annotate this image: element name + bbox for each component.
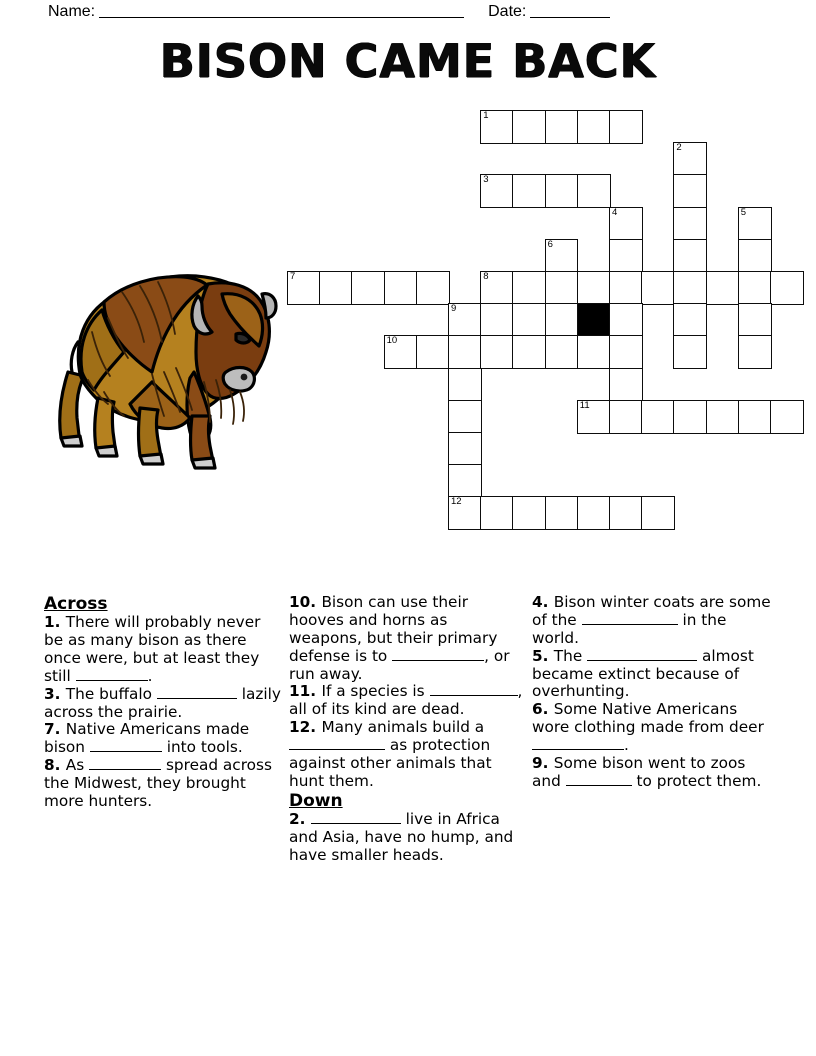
clue-answer-blank[interactable] (76, 680, 148, 681)
clue-answer-blank[interactable] (311, 823, 401, 824)
cell-number: 10 (386, 335, 398, 347)
clue-text: . (147, 666, 153, 685)
crossword-cell[interactable] (480, 271, 514, 305)
clue-column-2 (289, 594, 532, 865)
crossword-cell[interactable] (609, 207, 643, 241)
clue-text: . (624, 736, 629, 755)
cell-number: 8 (483, 271, 489, 282)
clue-text: almost became extinct because of overhunting. (532, 646, 754, 701)
clue-item (289, 811, 524, 865)
cell-number: 11 (579, 399, 590, 411)
crossword-cell[interactable] (287, 271, 321, 305)
crossword-cell[interactable] (319, 271, 353, 305)
crossword-cell[interactable] (738, 271, 772, 305)
clue-number: 11. (289, 682, 322, 701)
crossword-cell[interactable] (512, 303, 546, 337)
date-write-in-line[interactable] (530, 3, 610, 18)
clue-text: The buffalo (65, 684, 157, 703)
clue-text: Bison winter coats are some of the (532, 593, 771, 629)
clue-column-1 (44, 594, 289, 811)
clue-number: 3. (44, 684, 66, 703)
crossword-cell[interactable] (545, 335, 579, 369)
clue-item (289, 683, 524, 719)
clue-text: As (65, 756, 90, 775)
clue-answer-blank[interactable] (157, 698, 237, 699)
clue-text: to protect them. (631, 771, 762, 790)
crossword-cell[interactable] (673, 400, 707, 434)
clue-number: 5. (532, 646, 554, 665)
date-label: Date: (488, 3, 527, 20)
crossword-cell[interactable] (609, 110, 643, 144)
clue-number: 7. (44, 720, 66, 739)
crossword-cell[interactable] (673, 303, 707, 337)
crossword-cell[interactable] (448, 400, 482, 434)
crossword-cell[interactable] (673, 174, 707, 208)
clue-item (289, 719, 524, 791)
crossword-cell[interactable] (577, 496, 611, 530)
clue-text: , all of its kind are dead. (289, 682, 523, 719)
clue-item (44, 757, 281, 811)
crossword-cell[interactable] (480, 303, 514, 337)
crossword-cell[interactable] (738, 400, 772, 434)
crossword-cell[interactable] (545, 271, 579, 305)
crossword-cell[interactable] (609, 335, 643, 369)
clue-item (44, 721, 281, 757)
crossword-cell[interactable] (416, 335, 450, 369)
crossword-cell[interactable] (609, 239, 643, 273)
crossword-cell[interactable] (673, 142, 707, 176)
across-heading: Across (44, 594, 108, 614)
crossword-cell[interactable] (673, 271, 707, 305)
clue-text: Native Americans made bison (44, 720, 250, 757)
clue-number: 6. (532, 700, 554, 719)
cell-number: 7 (290, 271, 296, 282)
clue-text: in the world. (532, 610, 727, 647)
clue-number: 9. (532, 754, 554, 773)
cell-number: 5 (740, 206, 747, 218)
crossword-cell[interactable] (706, 400, 740, 434)
clue-item (44, 614, 281, 686)
crossword-cell[interactable] (770, 400, 804, 434)
crossword-cell[interactable] (416, 271, 450, 305)
crossword-cell[interactable] (577, 110, 611, 144)
cell-number: 12 (451, 496, 462, 508)
crossword-cell[interactable] (545, 496, 579, 530)
cell-number: 1 (483, 110, 489, 121)
clue-area (44, 594, 780, 865)
cell-number: 2 (676, 142, 682, 154)
crossword-cell[interactable] (480, 110, 514, 144)
clue-text: live in Africa and Asia, have no hump, and have smaller heads. (289, 809, 514, 864)
crossword-cell[interactable] (770, 271, 804, 305)
clue-text: The (553, 646, 588, 665)
crossword-cell[interactable] (512, 110, 546, 144)
crossword-cell[interactable] (641, 496, 675, 530)
crossword-cell[interactable] (545, 303, 579, 337)
crossword-cell[interactable] (545, 110, 579, 144)
clue-answer-blank[interactable] (89, 769, 161, 770)
crossword-cell[interactable] (448, 464, 482, 498)
crossword-cell[interactable] (706, 271, 740, 305)
clue-number: 1. (44, 613, 66, 632)
crossword-cell[interactable] (512, 335, 546, 369)
crossword-cell[interactable] (609, 368, 643, 402)
crossword-cell[interactable] (738, 207, 772, 241)
clue-number: 2. (289, 809, 311, 828)
crossword-cell[interactable] (738, 303, 772, 337)
clue-answer-blank[interactable] (582, 624, 678, 625)
clue-answer-blank[interactable] (430, 695, 518, 696)
crossword-cell[interactable] (351, 271, 385, 305)
crossword-cell[interactable] (545, 174, 579, 208)
clue-item (532, 755, 772, 791)
crossword-cell[interactable] (609, 400, 643, 434)
crossword-cell[interactable] (384, 271, 418, 305)
clue-text: If a species is (321, 682, 430, 701)
clue-item (532, 648, 772, 702)
clue-text: into tools. (161, 738, 243, 757)
crossword-cell[interactable] (545, 239, 579, 273)
crossword-cell[interactable] (641, 400, 675, 434)
cell-number: 3 (483, 174, 489, 186)
crossword-cell[interactable] (738, 239, 772, 273)
cell-number: 9 (451, 303, 457, 315)
crossword-cell[interactable] (673, 335, 707, 369)
crossword-cell[interactable] (480, 496, 514, 530)
crossword-cell[interactable] (609, 496, 643, 530)
crossword-cell[interactable] (512, 496, 546, 530)
crossword-cell[interactable] (673, 207, 707, 241)
clue-item (532, 701, 772, 755)
clue-answer-blank[interactable] (289, 749, 385, 750)
clue-answer-blank[interactable] (587, 660, 697, 661)
name-write-in-line[interactable] (99, 3, 464, 18)
crossword-cell[interactable] (673, 239, 707, 273)
clue-item (44, 686, 281, 722)
crossword-cell[interactable] (448, 432, 482, 466)
clue-number: 8. (44, 756, 66, 775)
clue-text: Some bison went to zoos and (532, 754, 746, 790)
crossword-cell[interactable] (577, 174, 611, 208)
crossword-cell[interactable] (448, 496, 482, 530)
crossword-cell[interactable] (577, 271, 611, 305)
clue-column-3 (532, 594, 780, 791)
crossword-cell[interactable] (480, 335, 514, 369)
crossword-blocked-cell (577, 303, 611, 337)
clue-text: lazily across the prairie. (44, 684, 281, 721)
crossword-cell[interactable] (512, 174, 546, 208)
down-heading: Down (289, 790, 343, 811)
cell-number: 4 (612, 206, 618, 218)
crossword-cell[interactable] (448, 335, 482, 369)
crossword-cell[interactable] (609, 271, 643, 305)
clue-text: There will probably never be as many bison as there once were, but at least they still (44, 613, 261, 685)
bison-illustration (44, 222, 294, 478)
clue-text: Many animals build a (321, 718, 485, 737)
clue-number: 12. (289, 718, 322, 737)
clue-text: Bison can use their hooves and horns as weapons, but their primary defense is to (289, 593, 498, 665)
clue-text: as protection against other animals that hunt them. (289, 736, 492, 790)
crossword-cell[interactable] (641, 271, 675, 305)
crossword-cell[interactable] (480, 174, 514, 208)
clue-answer-blank[interactable] (566, 785, 632, 786)
worksheet-header (0, 0, 816, 28)
crossword-cell[interactable] (512, 271, 546, 305)
clue-answer-blank[interactable] (392, 660, 484, 661)
crossword-grid[interactable] (287, 110, 772, 530)
crossword-cell[interactable] (384, 335, 418, 369)
clue-text: , or run away. (289, 646, 510, 683)
clue-item (289, 594, 524, 683)
clue-number: 10. (289, 593, 322, 611)
clue-text: spread across the Midwest, they brought more hunters. (44, 756, 272, 810)
crossword-cell[interactable] (448, 368, 482, 402)
crossword-cell[interactable] (738, 335, 772, 369)
crossword-cell[interactable] (609, 303, 643, 337)
clue-number: 4. (532, 593, 554, 611)
crossword-cell[interactable] (577, 400, 611, 434)
clue-text: Some Native Americans wore clothing made from deer (532, 700, 764, 737)
name-label: Name: (48, 3, 96, 20)
crossword-cell[interactable] (448, 303, 482, 337)
clue-answer-blank[interactable] (532, 749, 624, 750)
clue-answer-blank[interactable] (90, 751, 162, 752)
clue-item (532, 594, 772, 648)
page-title: BISON CAME BACK (159, 34, 657, 88)
cell-number: 6 (547, 238, 553, 250)
crossword-cell[interactable] (577, 335, 611, 369)
